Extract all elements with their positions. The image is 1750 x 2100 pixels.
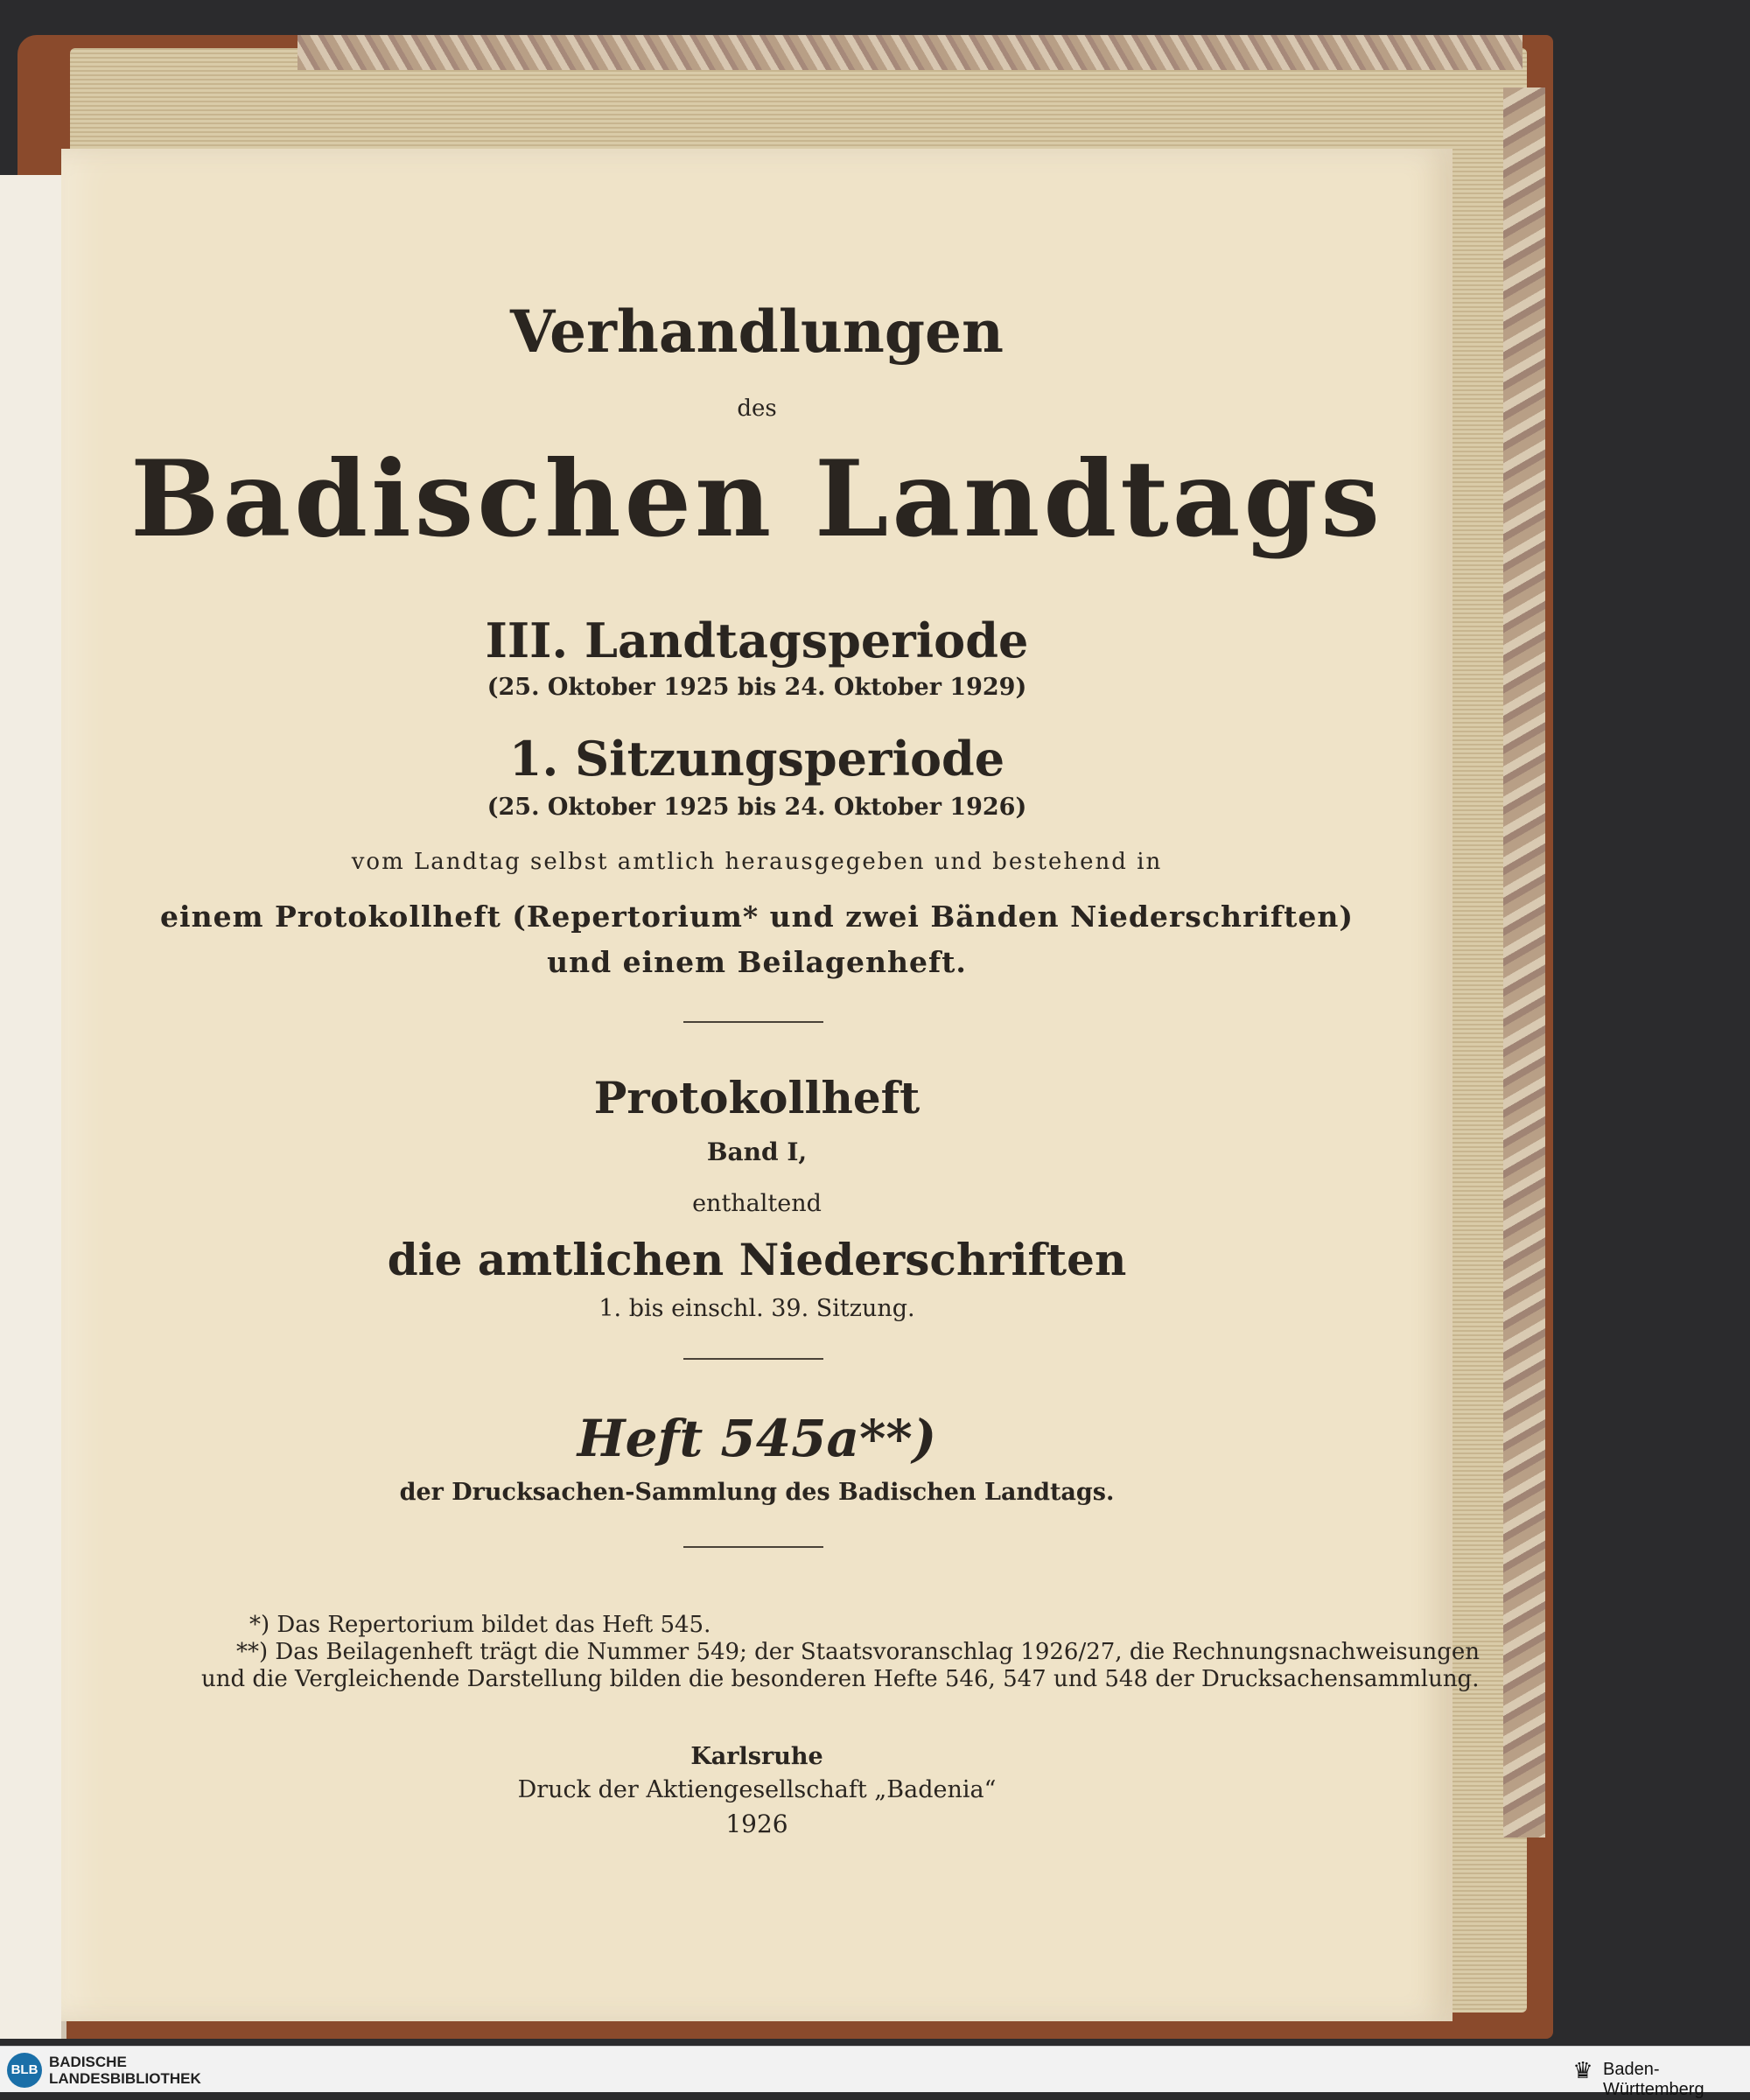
heft-number: Heft 545a**) [577, 1409, 937, 1468]
marbled-edge-top [298, 35, 1522, 70]
blb-label[interactable] [49, 2054, 201, 2087]
divider [683, 1358, 823, 1360]
footnote-2-continued: und die Vergleichende Darstellung bilden die besonderen Hefte 546, 547 und 548 der Drucksachensammlung. [201, 1666, 1480, 1692]
sitzungen-range: 1. bis einschl. 39. Sitzung. [598, 1295, 915, 1322]
publication-line-1: vom Landtag selbst amtlich herausgegeben und bestehend in [351, 849, 1163, 875]
imprint-printer: Druck der Aktiengesellschaft „Badenia“ [517, 1776, 997, 1803]
divider [683, 1546, 823, 1548]
footnote-1: *) Das Repertorium bildet das Heft 545. [249, 1612, 711, 1638]
footnote-2: **) Das Beilagenheft trägt die Nummer 549; der Staatsvoranschlag 1926/27, die Rechnungsnachweisungen [236, 1639, 1480, 1665]
sitzungsperiode-dates: (25. Oktober 1925 bis 24. Oktober 1926) [486, 794, 1027, 821]
viewer-footer [0, 2046, 1750, 2099]
blb-label-line2: LANDESBIBLIOTHEK [49, 2070, 201, 2087]
publication-line-2: einem Protokollheft (Repertorium* und zwei Bänden Niederschriften) [160, 900, 1354, 934]
niederschriften-heading: die amtlichen Niederschriften [387, 1234, 1127, 1285]
landtagsperiode-dates: (25. Oktober 1925 bis 24. Oktober 1929) [486, 674, 1027, 701]
marbled-edge-right [1503, 88, 1545, 1838]
blb-label-line1: BADISCHE [49, 2054, 127, 2070]
title-page [61, 149, 1480, 2021]
bw-coat-of-arms-icon[interactable]: ♛ [1572, 2057, 1593, 2083]
facing-page-edge [0, 175, 66, 2039]
page-content [61, 149, 1480, 2021]
divider [683, 1021, 823, 1023]
enthaltend-label: enthaltend [692, 1190, 822, 1217]
sitzungsperiode: 1. Sitzungsperiode [508, 731, 1005, 787]
band-label: Band I, [706, 1138, 808, 1166]
title-des: des [737, 396, 777, 422]
imprint-year: 1926 [725, 1810, 788, 1838]
title-verhandlungen: Verhandlungen [510, 298, 1004, 366]
bw-label[interactable]: Baden-Württemberg [1603, 2060, 1704, 2099]
publication-line-3: und einem Beilagenheft. [547, 945, 967, 979]
imprint-city: Karlsruhe [690, 1743, 823, 1770]
landtagsperiode: III. Landtagsperiode [485, 612, 1029, 668]
title-badischen-landtags: Badischen Landtags [130, 438, 1383, 561]
drucksachen-sammlung: der Drucksachen-Sammlung des Badischen Landtags. [399, 1479, 1115, 1506]
protokollheft-heading: Protokollheft [593, 1072, 920, 1124]
blb-logo-icon[interactable]: BLB [7, 2053, 42, 2088]
